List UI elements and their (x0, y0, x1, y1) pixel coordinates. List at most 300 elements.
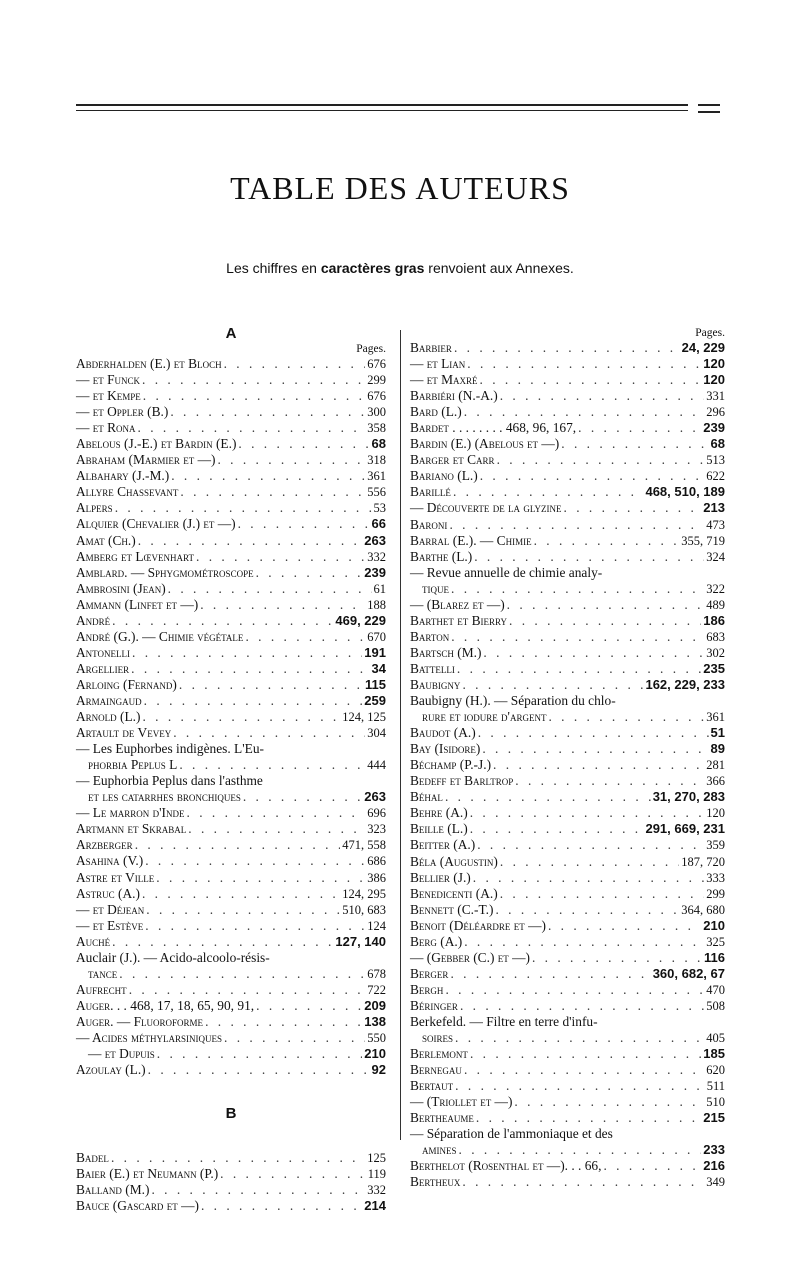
index-entry (410, 613, 725, 629)
entry-pages: 214 (364, 1198, 386, 1214)
entry-pages: 510 (706, 1095, 725, 1110)
leader-dots (144, 693, 363, 709)
leader-dots (464, 934, 704, 950)
index-entry (410, 998, 725, 1014)
entry-pages: 331 (706, 389, 725, 404)
leader-dots (243, 789, 362, 805)
leader-dots (119, 966, 365, 982)
entry-pages: 66 (371, 516, 386, 532)
leader-dots (455, 1030, 704, 1046)
entry-author: Bariano (L.) (410, 468, 478, 484)
entry-author: — Découverte de la glyzine (410, 500, 562, 516)
entry-pages: 722 (367, 982, 386, 997)
leader-dots (238, 436, 369, 452)
entry-pages: 318 (367, 453, 386, 468)
entry-author: Berlemont (410, 1046, 468, 1062)
index-entry (410, 1062, 725, 1078)
entry-pages: 361 (367, 469, 386, 484)
entry-author: Artmann et Skrabal (76, 821, 187, 837)
entry-author: Auché (76, 933, 111, 949)
leader-dots (143, 388, 365, 404)
leader-dots (132, 645, 362, 661)
entry-pages: 405 (706, 1031, 725, 1046)
entry-author: Barthet et Bierry (410, 612, 508, 628)
index-entry (76, 436, 386, 452)
entry-author: Bellier (J.) (410, 869, 471, 885)
entry-author: Albahary (J.-M.) (76, 468, 170, 484)
entry-pages: 511 (706, 1079, 725, 1094)
entry-pages: 125 (367, 1151, 386, 1166)
leader-dots (455, 1078, 705, 1094)
index-entry (410, 356, 725, 372)
leader-dots (473, 870, 705, 886)
leader-dots (462, 677, 643, 693)
leader-dots (135, 837, 341, 853)
leader-dots (514, 1094, 704, 1110)
entry-pages: 332 (367, 549, 386, 564)
leader-dots (180, 484, 365, 500)
subtitle-pre: Les chiffres en (226, 260, 321, 276)
entry-pages: 325 (706, 934, 725, 949)
index-entry (76, 452, 386, 468)
entry-author: Artault de Vevey (76, 725, 172, 741)
entry-author: Berger (410, 965, 449, 981)
leader-dots (201, 1198, 362, 1214)
entry-author: Baier (E.) et Neumann (P.) (76, 1166, 219, 1182)
entry-author: Astruc (A.) (76, 885, 140, 901)
entry-pages: 191 (364, 644, 386, 660)
entry-author: Ambrosini (Jean) (76, 580, 166, 596)
index-entry (76, 645, 386, 661)
index-entry (410, 789, 725, 805)
entry-pages: 124, 125 (342, 710, 386, 725)
entry-author: Barbiéri (N.-A.) (410, 388, 498, 404)
entry-author: Bard (L.) (410, 404, 462, 420)
index-entry (410, 517, 725, 533)
entry-pages: 333 (706, 870, 725, 885)
entry-author: Auger. — Fluoroforme (76, 1013, 204, 1029)
index-entry (76, 1198, 386, 1214)
entry-pages: 366 (706, 774, 725, 789)
index-entry (410, 870, 725, 886)
entry-author: — (Gebber (C.) et —) (410, 949, 530, 965)
leader-dots (578, 420, 701, 436)
index-entry (76, 693, 386, 709)
entry-pages: 468, 510, 189 (645, 484, 725, 500)
entry-author: Bertheux (410, 1174, 461, 1190)
leader-dots (173, 725, 365, 741)
entry-author: Amat (Ch.) (76, 532, 136, 548)
index-entry (76, 468, 386, 484)
index-entry (76, 613, 386, 629)
leader-dots (171, 468, 365, 484)
entry-pages: 469, 229 (335, 612, 386, 628)
entry-author: Béla (Augustin) (410, 853, 498, 869)
index-entry (410, 934, 725, 950)
index-entry (76, 805, 386, 821)
leader-dots (500, 388, 705, 404)
entry-author: Bardet . . . . . . . . 468, 96, 167, (410, 420, 577, 436)
entry-author: Allyre Chassevant (76, 484, 179, 500)
leader-dots (156, 870, 365, 886)
entry-author: Berthelot (Rosenthal et —). . . 66, (410, 1158, 602, 1174)
index-entry (410, 837, 725, 853)
entry-pages: 678 (367, 966, 386, 981)
leader-dots (220, 1166, 366, 1182)
entry-pages: 120 (706, 806, 725, 821)
subtitle (0, 260, 800, 276)
index-entry (410, 452, 725, 468)
index-entry (76, 1046, 386, 1062)
leader-dots (603, 1158, 701, 1174)
entry-author: — (Blarez et —) (410, 596, 505, 612)
leader-dots (467, 356, 701, 372)
entry-author: André (76, 612, 111, 628)
entry-author: — et Déjean (76, 901, 145, 917)
index-entry-line: Baubigny (H.). — Séparation du chlo- (410, 693, 616, 709)
entry-author: Barthe (L.) (410, 548, 473, 564)
entry-pages: 263 (364, 532, 386, 548)
leader-dots (478, 725, 709, 741)
entry-pages: 210 (364, 1046, 386, 1062)
index-entry (410, 388, 725, 404)
leader-dots (470, 821, 644, 837)
entry-author: Abraham (Marmier et —) (76, 452, 216, 468)
index-entry (76, 998, 386, 1014)
entry-pages: 676 (367, 357, 386, 371)
leader-dots (451, 629, 704, 645)
entry-pages: 259 (364, 692, 386, 708)
entry-author: Astre et Ville (76, 869, 155, 885)
leader-dots (534, 533, 680, 549)
entry-author: Battelli (410, 660, 455, 676)
index-entry-line: — Revue annuelle de chimie analy- (410, 564, 603, 580)
entry-author: Baubigny (410, 676, 461, 692)
leader-dots (548, 918, 701, 934)
leader-dots (138, 420, 366, 436)
index-entry (410, 757, 725, 773)
entry-pages: 296 (706, 405, 725, 420)
index-entry (410, 918, 725, 934)
index-entry (410, 854, 725, 870)
index-entry (410, 1142, 725, 1158)
entry-author: Baroni (410, 516, 448, 532)
leader-dots (459, 1142, 702, 1158)
index-entry (76, 789, 386, 805)
index-entry-line: Berkefeld. — Filtre en terre d'infu- (410, 1013, 598, 1029)
index-entry (410, 500, 725, 516)
entry-author: Bedeff et Barltrop (410, 773, 514, 789)
entry-pages: 299 (706, 886, 725, 901)
entry-author: Alquier (Chevalier (J.) et —) (76, 516, 236, 532)
entry-pages: 508 (706, 998, 725, 1013)
leader-dots (477, 837, 704, 853)
entry-author: Bay (Isidore) (410, 741, 481, 757)
entry-pages: 361 (706, 710, 725, 725)
leader-dots (224, 356, 366, 372)
entry-pages: 676 (367, 389, 386, 404)
entry-pages: 513 (706, 453, 725, 468)
index-entry (410, 805, 725, 821)
leader-dots (256, 998, 362, 1014)
index-entry (410, 1078, 725, 1094)
entry-pages: 470 (706, 982, 725, 997)
entry-pages: 68 (371, 436, 386, 452)
index-entry (76, 837, 386, 853)
entry-author: Beille (L.) (410, 821, 468, 837)
index-entry (410, 1094, 725, 1110)
entry-pages: 364, 680 (681, 902, 725, 917)
leader-dots (142, 886, 340, 902)
entry-pages: 186 (703, 612, 725, 628)
entry-pages: 138 (364, 1013, 386, 1029)
index-entry (410, 629, 725, 645)
index-entry (76, 388, 386, 404)
leader-dots (457, 661, 701, 677)
entry-pages: 116 (704, 949, 725, 965)
entry-author: Ammann (Linfet et —) (76, 596, 199, 612)
index-entry (76, 549, 386, 565)
index-entry (410, 982, 725, 998)
entry-author: et les catarrhes bronchiques (88, 789, 241, 805)
entry-author: Abelous (J.-E.) et Bardin (E.) (76, 436, 237, 452)
entry-author: Aufrecht (76, 981, 127, 997)
top-rule (76, 104, 688, 106)
section-letter: A (225, 325, 237, 342)
entry-pages: 92 (371, 1062, 386, 1078)
index-entry (76, 853, 386, 869)
index-entry (410, 1174, 725, 1190)
entry-author: Arloing (Fernand) (76, 676, 177, 692)
index-entry (410, 966, 725, 982)
leader-dots (532, 950, 702, 966)
index-entry (76, 516, 386, 532)
entry-author: Béringer (410, 997, 458, 1013)
index-entry (76, 918, 386, 934)
leader-dots (179, 757, 365, 773)
entry-author: — et Rona (76, 420, 136, 436)
entry-pages: 209 (364, 997, 386, 1013)
entry-pages: 89 (710, 741, 725, 757)
leader-dots (138, 533, 363, 549)
entry-pages: 686 (367, 854, 386, 869)
left-column (76, 326, 386, 1214)
index-entry (410, 404, 725, 420)
leader-dots (142, 709, 340, 725)
index-entry-line: — Les Euphorbes indigènes. L'Eu- (76, 741, 264, 757)
entry-author: Berg (A.) (410, 933, 463, 949)
entry-pages: 355, 719 (681, 533, 725, 548)
entry-pages: 386 (367, 870, 386, 885)
entry-pages: 670 (367, 629, 386, 644)
entry-pages: 322 (706, 581, 725, 596)
leader-dots (449, 517, 704, 533)
leader-dots (170, 404, 365, 420)
leader-dots (151, 1182, 365, 1198)
index-entry (410, 773, 725, 789)
index-entry (76, 533, 386, 549)
leader-dots (483, 645, 704, 661)
leader-dots (480, 372, 702, 388)
leader-dots (454, 340, 680, 356)
entry-author: Béhal (410, 789, 443, 805)
index-entry (410, 468, 725, 484)
entry-pages: 323 (367, 822, 386, 837)
entry-author: Auger. . . 468, 17, 18, 65, 90, 91, (76, 997, 255, 1013)
entry-pages: 510, 683 (342, 902, 386, 917)
top-rule-thin (76, 110, 688, 111)
index-entry (76, 661, 386, 677)
index-entry (410, 340, 725, 356)
leader-dots (148, 1062, 370, 1078)
entry-pages: 210 (703, 917, 725, 933)
leader-dots (474, 549, 704, 565)
entry-author: Abderhalden (E.) et Bloch (76, 356, 222, 371)
leader-dots (224, 1030, 365, 1046)
leader-dots (470, 805, 705, 821)
leader-dots (112, 613, 333, 629)
entry-pages: 281 (706, 758, 725, 773)
entry-pages: 24, 229 (681, 340, 725, 355)
entry-pages: 162, 229, 233 (645, 676, 725, 692)
entry-pages: 61 (373, 581, 386, 596)
index-entry (76, 725, 386, 741)
entry-pages: 683 (706, 629, 725, 644)
leader-dots (482, 741, 708, 757)
entry-author: Barillé (410, 484, 451, 500)
leader-dots (451, 581, 704, 597)
entry-author: Bennett (C.-T.) (410, 901, 494, 917)
entry-author: Benoit (Déléardre et —) (410, 917, 546, 933)
entry-pages: 332 (367, 1183, 386, 1198)
entry-author: Barton (410, 628, 450, 644)
entry-author: phorbia Peplus L (88, 757, 178, 773)
index-entry (76, 902, 386, 918)
entry-pages: 124 (367, 918, 386, 933)
entry-author: Amblard. — Sphygmométroscope (76, 564, 254, 580)
leader-dots (238, 516, 370, 532)
entry-pages: 213 (703, 500, 725, 516)
entry-author: Argellier (76, 660, 130, 676)
leader-dots (464, 1062, 704, 1078)
entry-pages: 299 (367, 373, 386, 388)
index-entry (76, 565, 386, 581)
leader-dots (445, 789, 651, 805)
index-entry (76, 1014, 386, 1030)
index-entry (76, 581, 386, 597)
entry-author: Barbier (410, 340, 452, 355)
subtitle-bold: caractères gras (320, 260, 425, 276)
leader-dots (507, 597, 705, 613)
entry-author: Barral (E.). — Chimie (410, 532, 532, 548)
index-entry (76, 404, 386, 420)
entry-author: Bernegau (410, 1062, 462, 1078)
index-entry (76, 500, 386, 516)
index-entry (76, 420, 386, 436)
entry-pages: 115 (365, 676, 386, 692)
index-entry (76, 1150, 386, 1166)
entry-author: Armaingaud (76, 692, 142, 708)
index-entry (410, 725, 725, 741)
leader-dots (131, 661, 369, 677)
entry-author: — Acides méthylarsiniques (76, 1029, 223, 1045)
entry-author: — Le marron d'Inde (76, 805, 185, 821)
entry-author: Alpers (76, 500, 113, 516)
entry-pages: 68 (710, 436, 725, 452)
leader-dots (497, 452, 705, 468)
entry-author: Beitter (A.) (410, 837, 476, 853)
entry-author: Asahina (V.) (76, 853, 144, 869)
index-entry (410, 709, 725, 725)
entry-pages: 34 (371, 660, 386, 676)
entry-author: — et Estève (76, 917, 144, 933)
leader-dots (187, 805, 366, 821)
page-title: TABLE DES AUTEURS (230, 170, 570, 206)
index-entry (410, 1110, 725, 1126)
entry-pages: 359 (706, 838, 725, 853)
entry-pages: 622 (706, 469, 725, 484)
index-entry (410, 1046, 725, 1062)
section-spacer (76, 1078, 386, 1106)
leader-dots (142, 372, 365, 388)
entry-pages: 239 (364, 564, 386, 580)
entry-pages: 185 (703, 1046, 725, 1062)
entry-pages: 127, 140 (335, 933, 386, 949)
index-entry (76, 966, 386, 982)
top-rule-short (698, 104, 720, 106)
leader-dots (145, 918, 365, 934)
entry-author: Béchamp (P.-J.) (410, 757, 492, 773)
leader-dots (500, 854, 679, 870)
entry-author: Benedicenti (A.) (410, 885, 498, 901)
entry-pages: 124, 295 (342, 886, 386, 901)
column-divider (400, 330, 401, 1140)
leader-dots (470, 1046, 701, 1062)
leader-dots (493, 757, 704, 773)
entry-author: Bertheaume (410, 1110, 474, 1126)
entry-pages: 358 (367, 421, 386, 436)
leader-dots (480, 468, 705, 484)
index-entry (76, 821, 386, 837)
entry-pages: 263 (364, 789, 386, 805)
entry-author: Bardin (E.) (Abelous et —) (410, 436, 560, 452)
entry-pages: 300 (367, 405, 386, 420)
leader-dots (564, 500, 702, 516)
index-entry (410, 645, 725, 661)
index-entry (76, 597, 386, 613)
entry-pages: 620 (706, 1063, 725, 1078)
entry-author: Azoulay (L.) (76, 1062, 146, 1078)
leader-dots (256, 565, 363, 581)
leader-dots (112, 934, 333, 950)
entry-pages: 120 (703, 356, 725, 372)
pages-header: Pages. (695, 327, 725, 339)
index-entry (410, 1158, 725, 1174)
index-entry (410, 581, 725, 597)
leader-dots (200, 597, 365, 613)
entry-author: — et Oppler (B.) (76, 404, 169, 420)
entry-pages: 233 (703, 1142, 725, 1158)
index-entry (76, 1062, 386, 1078)
entry-author: Antonelli (76, 644, 130, 660)
entry-pages: 119 (367, 1167, 386, 1182)
index-entry (76, 629, 386, 645)
index-entry (410, 950, 725, 966)
leader-dots (111, 1150, 365, 1166)
leader-dots (245, 629, 365, 645)
entry-author: Bauce (Gascard et —) (76, 1198, 199, 1214)
entry-pages: 489 (706, 597, 725, 612)
